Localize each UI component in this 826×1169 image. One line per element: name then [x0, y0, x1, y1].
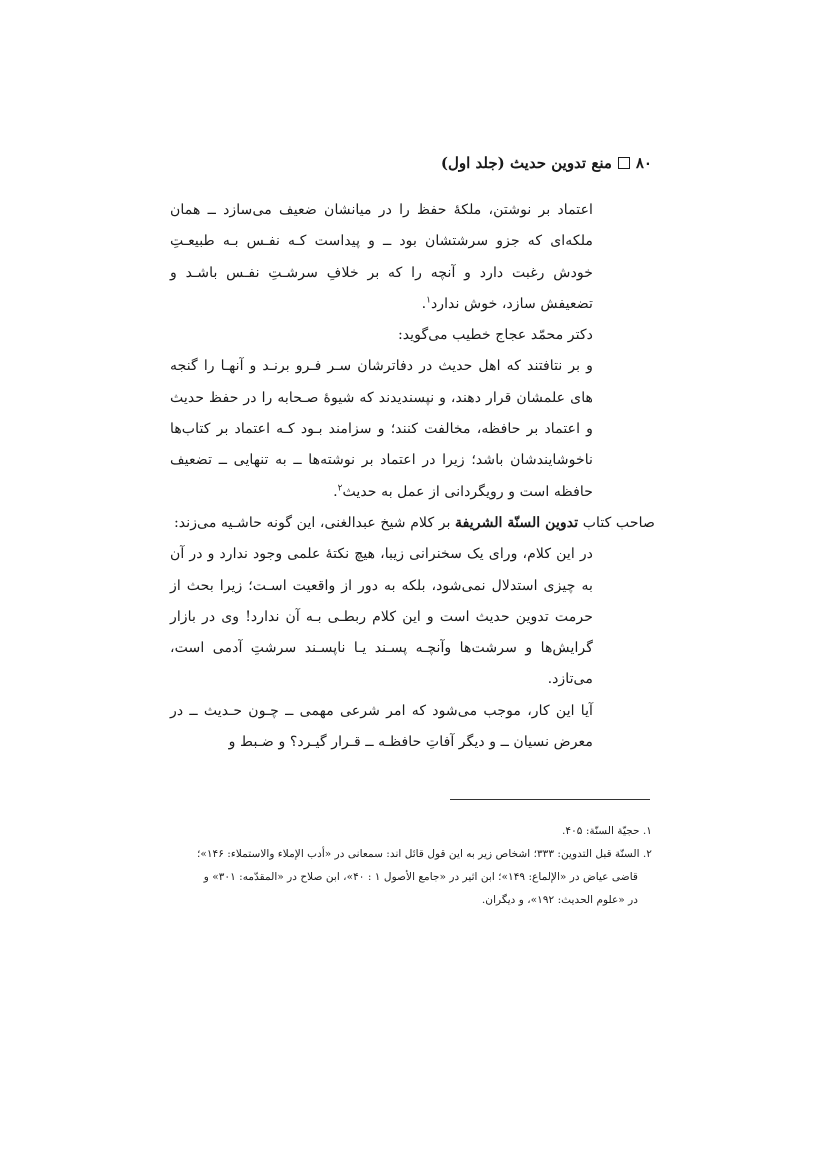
book-title: تدوین السنّة الشریفة	[455, 514, 579, 531]
intro-paragraph-2: دکتر محمّد عجاج خطیب می‌گوید:	[397, 327, 593, 344]
running-header	[170, 150, 652, 176]
footnotes	[170, 820, 652, 912]
running-title: منع تدوین حدیث (جلد اول)	[440, 154, 612, 172]
square-bullet-icon	[618, 157, 630, 169]
quote-paragraph-2: و بر نتافتند که اهل حدیث در دفاترشان سـر فـرو برنـد و آنهـا را گنجه های علمشان قرار دهند، و نپسندیدند که شیوهٔ صـحابه را در حفظ حدیث و اعتماد بر حافظه، مخالفت کنند؛ و سزامند بـود کـه اعتماد بر کتاب‌ها ناخوشایندشان باشد؛ زیرا در اعتماد بر نوشته‌ها ــ به تنهایی ــ تضعیف حافظه است و رویگردانی از عمل به حدیث$^۲$.	[170, 358, 593, 500]
quote-paragraph-1: اعتماد بر نوشتن، ملکهٔ حفظ را در میانشان ضعیف می‌سازد ــ همان ملکه‌ای که جزو سرشتشان بود ــ و پیداست کـه نفـس بـه طبیعـتِ خودش رغبت دارد و آنچه را که بر خلافِ سرشـتِ نفـس باشـد و تضعیفش سازد، خوش ندارد$^۱$.	[170, 202, 593, 312]
footnote-1: ۱. حجیّة السنّة: ۴۰۵.	[562, 825, 652, 837]
body-text	[170, 195, 655, 758]
footnote-2-line-1: ۲. السنّة قبل التدوین: ۳۳۳؛ اشخاص زیر به این قول قائل اند: سمعانی در «أدب الإملاء والاستملاء: ۱۴۶»؛	[196, 848, 652, 860]
page-number: ۸۰	[635, 154, 652, 172]
footnote-divider	[450, 799, 650, 800]
footnote-2-line-2: قاضی عیاض در «الإلماع: ۱۴۹»؛ ابن اثیر در «جامع الأصول ۱ : ۴۰»، ابن صلاح در «المقدّمه: ۳۰۱» و	[203, 871, 638, 883]
quote-paragraph-4: آیا این کار، موجب می‌شود که امر شرعی مهمی ــ چـون حـدیث ــ در معرض نسیان ــ و دیگر آفاتِ حافظـه ــ قـرار گیـرد؟ و ضـبط و	[170, 702, 593, 751]
footnote-ref-2[interactable]: ۲	[337, 482, 343, 493]
footnote-ref-1[interactable]: ۱	[426, 295, 431, 306]
footnote-2-line-3: در «علوم الحدیث: ۱۹۲»، و دیگران.	[481, 894, 638, 906]
quote-paragraph-3: در این کلام، ورای یک سخنرانی زیبا، هیچ نکتهٔ علمی وجود ندارد و در آن به چیزی استدلال نمی‌شود، بلکه به دور از واقعیت اسـت؛ زیرا بحث از حرمت تدوین حدیث است و این کلام ربطـی بـه آن ندارد! وی در بازار گرایش‌ها و سرشت‌ها وآنچـه پسـند یـا ناپسـند سرشتِ آدمی است، می‌تازد.	[170, 546, 593, 688]
intro-paragraph-3: صاحب کتاب تدوین السنّة الشریفة بر کلام شیخ عبدالغنی، این گونه حاشـیه می‌زند:	[174, 514, 655, 531]
